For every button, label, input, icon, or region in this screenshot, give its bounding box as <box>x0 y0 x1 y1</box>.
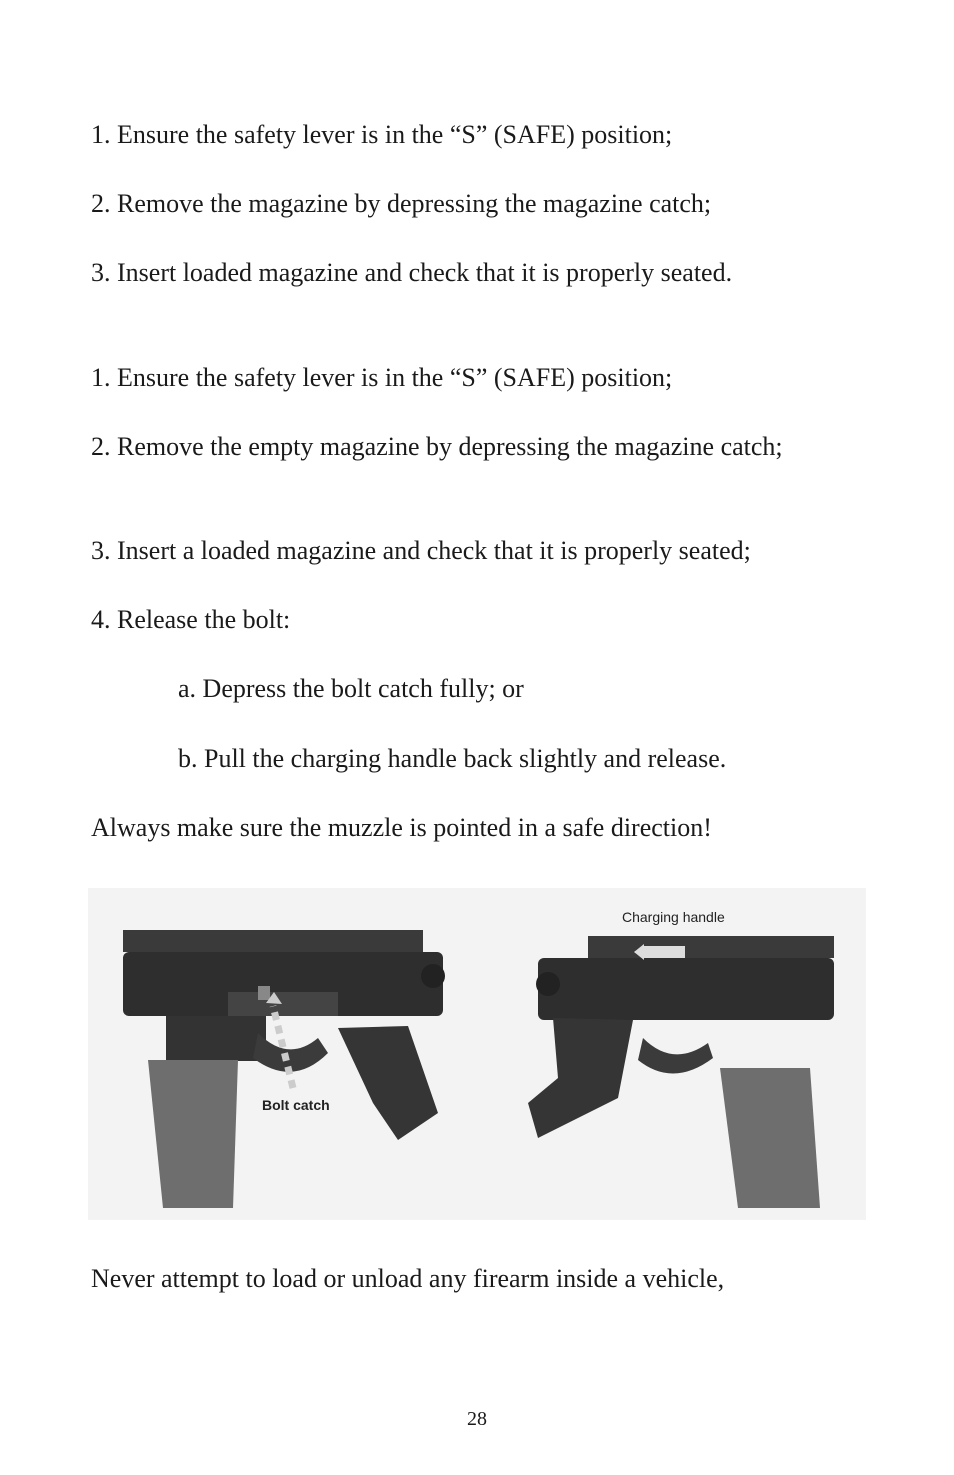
safety-warning: Always make sure the muzzle is pointed in a safe direction! <box>91 813 712 842</box>
step-a-1: 1. Ensure the safety lever is in the “S” (SAFE) position; <box>91 120 673 149</box>
rifle-illustrations <box>88 888 866 1220</box>
step-b-4: 4. Release the bolt: <box>91 605 291 634</box>
step-b-1: 1. Ensure the safety lever is in the “S” (SAFE) position; <box>91 363 673 392</box>
page-number: 28 <box>467 1408 487 1430</box>
step-b-3: 3. Insert a loaded magazine and check that it is properly seated; <box>91 536 751 565</box>
vehicle-warning: Never attempt to load or unload any firearm inside a vehicle, <box>91 1264 725 1293</box>
bolt-catch-label: Bolt catch <box>262 1097 330 1113</box>
substep-b: b. Pull the charging handle back slightly and release. <box>178 744 727 773</box>
step-a-2: 2. Remove the magazine by depressing the magazine catch; <box>91 189 712 218</box>
step-a-3: 3. Insert loaded magazine and check that it is properly seated. <box>91 258 733 287</box>
substep-a: a. Depress the bolt catch fully; or <box>178 674 524 703</box>
step-b-2: 2. Remove the empty magazine by depressing the magazine catch; <box>91 432 783 461</box>
charging-handle-label: Charging handle <box>622 909 725 925</box>
rifle-figure <box>88 888 866 1220</box>
